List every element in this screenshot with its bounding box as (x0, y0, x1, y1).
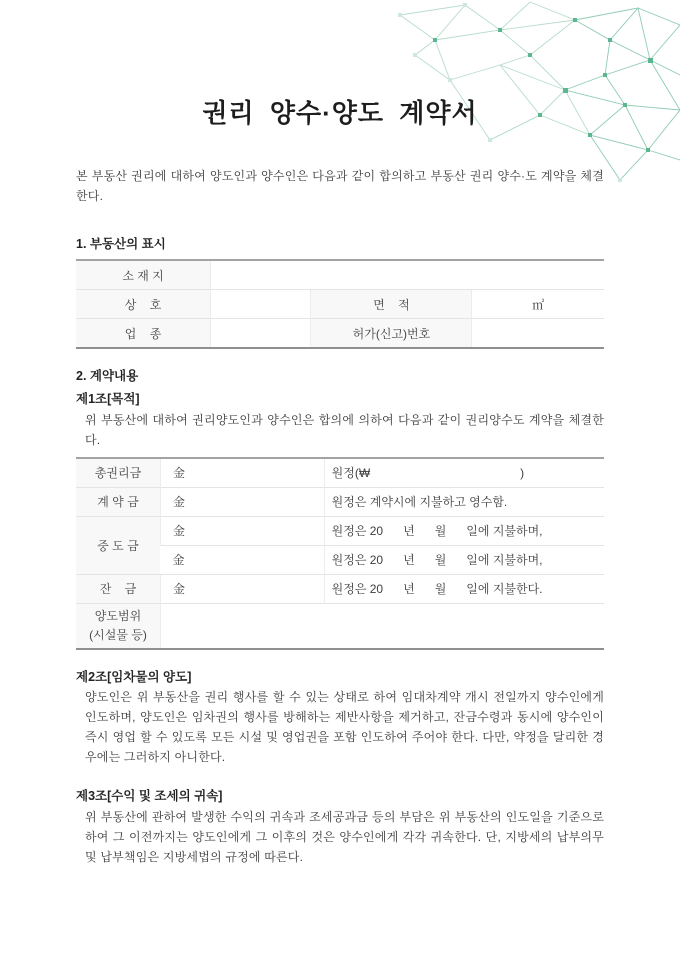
area-label: 면 적 (311, 290, 472, 319)
business-type-label: 업 종 (76, 319, 211, 349)
transfer-scope-label-line2: (시설물 등) (89, 627, 147, 642)
table-row (76, 574, 604, 603)
deposit-text: 원정은 계약시에 지불하고 영수함. (324, 487, 604, 516)
property-table (76, 259, 604, 349)
document-body (76, 0, 604, 868)
payment-table (76, 457, 604, 650)
article1-body: 위 부동산에 대하여 권리양도인과 양수인은 합의에 의하여 다음과 같이 권리양수도 계약을 체결한다. (85, 412, 604, 447)
interim-payment-label: 중 도 금 (76, 516, 160, 574)
location-label: 소 재 지 (76, 260, 211, 290)
table-row (76, 516, 604, 545)
transfer-scope-label-line1: 양도범위 (94, 608, 142, 623)
table-row (76, 260, 604, 290)
gold-char: 金 (160, 545, 324, 574)
won-prefix: 원정(₩ (331, 466, 371, 481)
deposit-label: 계 약 금 (76, 487, 160, 516)
table-row (76, 487, 604, 516)
balance-label: 잔 금 (76, 574, 160, 603)
gold-char: 金 (160, 516, 324, 545)
gold-char: 金 (160, 487, 324, 516)
section-contract-heading: 2. 계약내용 (76, 369, 139, 384)
area-unit: ㎡ (472, 290, 604, 319)
transfer-scope-value-cell (160, 603, 604, 649)
balance-text: 원정은 20 년 월 일에 지불한다. (324, 574, 604, 603)
article2-body: 양도인은 위 부동산을 권리 행사를 할 수 있는 상태로 하여 임대차계약 개시 전일까지 양수인에게 인도하며, 양도인은 임차권의 행사를 방해하는 제반사항을 제거하고, 잔금수령과 동시에 양수인이 즉시 영업 할 수 있도록 모든 시설 및 영업권을 포함 인도하여 주어야 한다. 다만, 약정을 달리한 경우에는 그러하지 아니한다. (85, 690, 604, 764)
article1-heading: 제1조[목적] (76, 392, 140, 407)
permit-number-value-cell (472, 319, 604, 349)
section-property-heading: 1. 부동산의 표시 (76, 236, 166, 251)
business-type-value-cell (211, 319, 311, 349)
article2-heading: 제2조[임차물의 양도] (76, 669, 192, 684)
total-premium-label: 총권리금 (76, 458, 160, 488)
intro-paragraph: 본 부동산 권리에 대하여 양도인과 양수인은 다음과 같이 합의하고 부동산 권리 양수·도 계약을 체결한다. (76, 169, 604, 203)
shop-name-label: 상 호 (76, 290, 211, 319)
gold-char: 金 (160, 458, 324, 488)
article3-body: 위 부동산에 관하여 발생한 수익의 귀속과 조세공과금 등의 부담은 위 부동산의 인도일을 기준으로 하여 그 이전까지는 양도인에게 그 이후의 것은 양수인에게 각각 귀속한다. 단, 지방세의 납부의무 및 납부책임은 지방세법의 규정에 따른다. (85, 810, 604, 864)
page-title: 권리 양수·양도 계약서 (202, 98, 478, 128)
table-row (76, 458, 604, 488)
table-row (76, 319, 604, 349)
article3-heading: 제3조[수익 및 조세의 귀속] (76, 789, 223, 804)
shop-name-value-cell (211, 290, 311, 319)
table-row (76, 290, 604, 319)
interim-payment-text-1: 원정은 20 년 월 일에 지불하며, (324, 516, 604, 545)
won-suffix: ) (520, 466, 525, 481)
table-row (76, 603, 604, 649)
location-value-cell (211, 260, 604, 290)
permit-number-label: 허가(신고)번호 (311, 319, 472, 349)
interim-payment-text-2: 원정은 20 년 월 일에 지불하며, (324, 545, 604, 574)
total-premium-text (324, 458, 604, 488)
gold-char: 金 (160, 574, 324, 603)
transfer-scope-label (76, 603, 160, 649)
